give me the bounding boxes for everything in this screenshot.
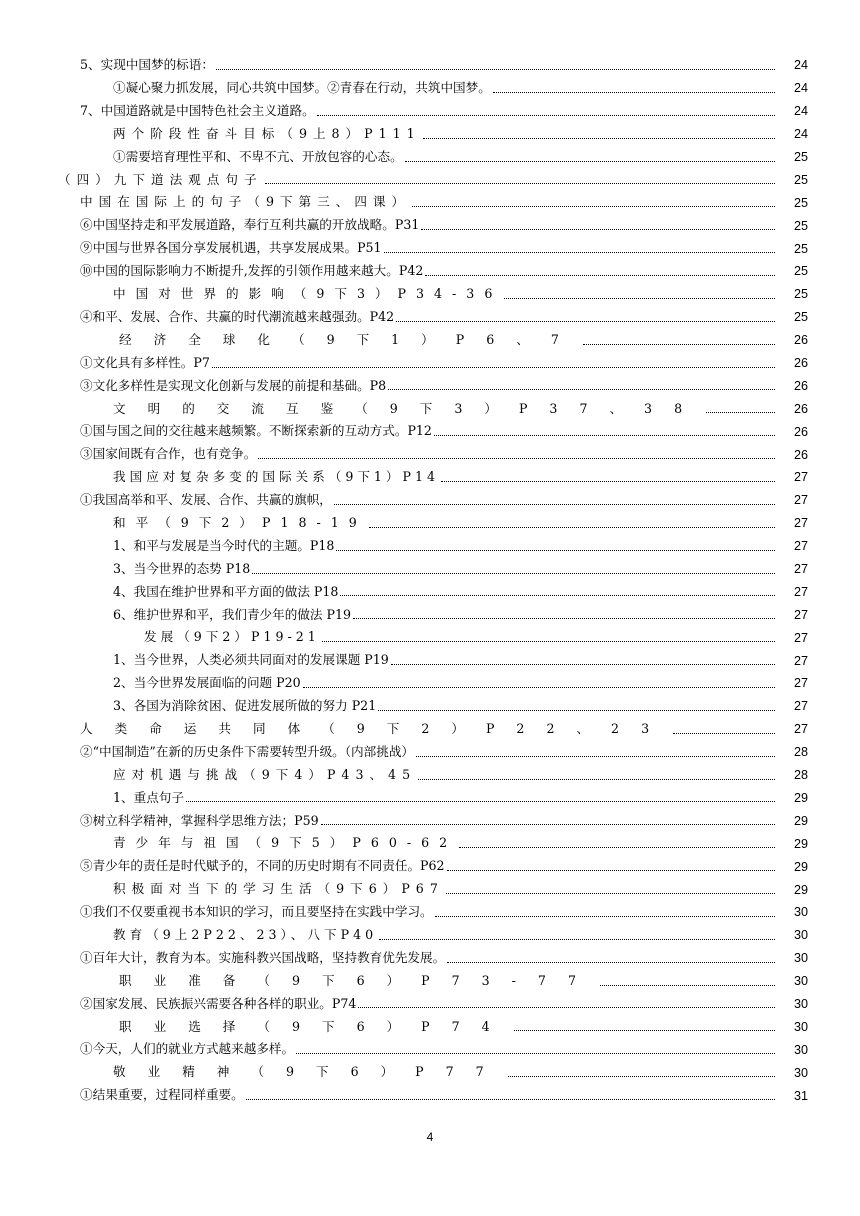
toc-entry-page: 30 xyxy=(793,1042,808,1057)
toc-entry-title: ①文化具有多样性。P7 xyxy=(80,354,210,370)
toc-entry[interactable] xyxy=(0,420,860,443)
toc-entry-title: ①结果重要，过程同样重要。 xyxy=(80,1087,244,1103)
toc-entry-title: 我国应对复杂多变的国际关系（9下1）P14 xyxy=(113,469,440,485)
toc-entry-title: ②“中国制造”在新的历史条件下需要转型升级。（内部挑战） xyxy=(80,743,415,759)
toc-entry-page: 29 xyxy=(793,859,808,874)
toc-entry-page: 25 xyxy=(793,241,808,256)
toc-entry[interactable] xyxy=(0,191,860,214)
dot-leader xyxy=(421,229,775,230)
dot-leader xyxy=(508,1076,775,1077)
toc-entry[interactable] xyxy=(0,77,860,100)
toc-entry-title: 发展（9下2）P19-21 xyxy=(144,629,320,645)
toc-entry-page: 25 xyxy=(793,150,808,164)
dot-leader xyxy=(514,1030,775,1031)
toc-entry-title: 人类命运共同体（9下2）P22、23 xyxy=(80,720,672,736)
toc-entry-page: 26 xyxy=(793,401,808,416)
toc-entry[interactable] xyxy=(0,649,860,672)
toc-entry[interactable] xyxy=(0,558,860,581)
toc-entry[interactable] xyxy=(0,214,860,237)
toc-entry-title: 职业准备（9下6）P73-77 xyxy=(119,972,598,988)
dot-leader xyxy=(388,389,775,390)
dot-leader xyxy=(296,1053,775,1054)
toc-entry-title: 中国对世界的影响（9下3）P34-36 xyxy=(113,286,503,302)
toc-entry-page: 27 xyxy=(793,539,808,554)
toc-entry-title: ③文化多样性是实现文化创新与发展的前提和基础。P8 xyxy=(80,377,387,393)
toc-entry[interactable] xyxy=(0,878,860,901)
toc-entry[interactable] xyxy=(0,993,860,1016)
toc-entry-title: ③国家间既有合作，也有竞争。 xyxy=(80,446,257,462)
toc-entry[interactable] xyxy=(0,626,860,649)
dot-leader xyxy=(378,710,775,711)
toc-entry-page: 26 xyxy=(793,424,808,439)
toc-entry-page: 24 xyxy=(793,81,808,96)
toc-entry-page: 26 xyxy=(793,378,808,393)
toc-entry-title: ①我国高举和平、发展、合作、共赢的旗帜， xyxy=(80,492,332,508)
toc-entry[interactable] xyxy=(0,718,860,741)
dot-leader xyxy=(425,275,775,276)
toc-entry-page: 30 xyxy=(793,974,808,989)
toc-entry[interactable] xyxy=(0,489,860,512)
dot-leader xyxy=(504,298,775,299)
toc-entry-page: 27 xyxy=(793,470,808,485)
toc-entry-title: ①百年大计，教育为本。实施科教兴国战略，坚持教育优先发展。 xyxy=(80,949,446,965)
toc-entry[interactable] xyxy=(0,672,860,695)
toc-entry-page: 29 xyxy=(793,813,808,828)
toc-entry[interactable] xyxy=(0,443,860,466)
dot-leader xyxy=(459,847,775,848)
toc-entry[interactable] xyxy=(0,1084,860,1107)
toc-entry-page: 26 xyxy=(793,356,808,371)
toc-entry[interactable] xyxy=(0,352,860,375)
toc-entry-page: 25 xyxy=(793,172,808,187)
toc-entry[interactable] xyxy=(0,832,860,855)
toc-entry-title: 1、重点句子 xyxy=(113,789,184,805)
toc-entry-title: （四）九下道法观点句子 xyxy=(58,171,263,187)
toc-entry[interactable] xyxy=(0,123,860,146)
toc-entry[interactable] xyxy=(0,146,860,169)
toc-entry-title: ②国家发展、民族振兴需要各种各样的职业。P74 xyxy=(80,995,357,1011)
toc-entry-title: ①需要培育理性平和、不卑不亢、开放包容的心态。 xyxy=(113,148,403,164)
toc-entry[interactable] xyxy=(0,260,860,283)
dot-leader xyxy=(369,527,775,528)
toc-entry-page: 27 xyxy=(793,653,808,668)
toc-entry-page: 27 xyxy=(793,676,808,691)
dot-leader xyxy=(258,458,775,459)
table-of-contents xyxy=(0,54,860,1107)
toc-entry-page: 25 xyxy=(793,287,808,302)
toc-entry-title: ①今天，人们的就业方式越来越多样。 xyxy=(80,1041,295,1057)
toc-entry-title: 文明的交流互鉴（9下3）P37、38 xyxy=(113,400,705,416)
toc-entry[interactable] xyxy=(0,283,860,306)
toc-entry[interactable] xyxy=(0,535,860,558)
toc-entry-page: 24 xyxy=(793,58,808,73)
dot-leader xyxy=(334,504,775,505)
toc-entry-title: 教育（9上2P22、23）、八下P40 xyxy=(113,926,378,942)
toc-entry-title: ③树立科学精神，掌握科学思维方法；P59 xyxy=(80,812,319,828)
dot-leader xyxy=(396,321,775,322)
toc-entry-page: 25 xyxy=(793,264,808,279)
toc-entry-title: ①凝心聚力抓发展，同心共筑中国梦。②青春在行动，共筑中国梦。 xyxy=(113,80,491,96)
toc-entry-page: 29 xyxy=(793,790,808,805)
dot-leader xyxy=(186,801,775,802)
toc-entry-title: 两个阶段性奋斗目标（9上8）P111 xyxy=(113,125,421,141)
dot-leader xyxy=(391,664,775,665)
dot-leader xyxy=(322,641,775,642)
toc-entry-page: 26 xyxy=(793,447,808,462)
toc-entry-title: 6、维护世界和平，我们青少年的做法 P19 xyxy=(113,606,352,622)
dot-leader xyxy=(340,595,775,596)
dot-leader xyxy=(583,344,775,345)
dot-leader xyxy=(412,206,775,207)
toc-entry-page: 27 xyxy=(793,584,808,599)
toc-entry[interactable] xyxy=(0,237,860,260)
dot-leader xyxy=(706,412,775,413)
dot-leader xyxy=(434,435,775,436)
dot-leader xyxy=(423,138,775,139)
dot-leader xyxy=(405,161,775,162)
dot-leader xyxy=(435,916,775,917)
toc-entry[interactable] xyxy=(0,54,860,77)
dot-leader xyxy=(447,870,775,871)
toc-entry[interactable] xyxy=(0,764,860,787)
toc-entry-title: 2、当今世界发展面临的问题 P20 xyxy=(113,675,301,691)
toc-entry-page: 30 xyxy=(793,951,808,966)
dot-leader xyxy=(321,824,775,825)
toc-entry[interactable] xyxy=(0,695,860,718)
toc-entry-title: 敬业精神（9下6）P77 xyxy=(113,1064,506,1080)
toc-entry-title: 3、当今世界的态势 P18 xyxy=(113,560,251,576)
toc-entry-title: ⑥中国坚持走和平发展道路，奉行互利共赢的开放战略。P31 xyxy=(80,217,420,233)
toc-entry[interactable] xyxy=(0,466,860,489)
dot-leader xyxy=(379,939,775,940)
toc-entry-title: ①国与国之间的交往越来越频繁。不断探索新的互动方式。P12 xyxy=(80,423,432,439)
dot-leader xyxy=(416,756,775,757)
toc-entry[interactable] xyxy=(0,1015,860,1038)
toc-entry-page: 27 xyxy=(793,562,808,577)
toc-entry-page: 24 xyxy=(793,127,808,142)
dot-leader xyxy=(493,92,775,93)
toc-entry[interactable] xyxy=(0,580,860,603)
toc-entry-title: 4、我国在维护世界和平方面的做法 P18 xyxy=(113,583,339,599)
dot-leader xyxy=(384,252,775,253)
dot-leader xyxy=(317,115,775,116)
toc-entry-page: 25 xyxy=(793,310,808,325)
toc-entry-title: 中国在国际上的句子（9下第三、四课） xyxy=(80,194,411,210)
toc-entry-page: 29 xyxy=(793,836,808,851)
toc-entry[interactable] xyxy=(0,809,860,832)
dot-leader xyxy=(246,1099,775,1100)
dot-leader xyxy=(358,1007,775,1008)
toc-entry-title: 7、中国道路就是中国特色社会主义道路。 xyxy=(80,102,315,118)
toc-entry-page: 30 xyxy=(793,1065,808,1080)
toc-entry-title: 职业选择（9下6）P74 xyxy=(119,1018,512,1034)
toc-entry-title: 3、各国为消除贫困、促进发展所做的努力 P21 xyxy=(113,698,377,714)
toc-entry-page: 27 xyxy=(793,493,808,508)
toc-entry-page: 24 xyxy=(793,104,808,119)
dot-leader xyxy=(336,550,775,551)
toc-entry[interactable] xyxy=(0,901,860,924)
toc-entry-page: 28 xyxy=(793,745,808,760)
toc-entry-title: ⑤青少年的责任是时代赋予的，不同的历史时期有不同责任。P62 xyxy=(80,858,445,874)
toc-entry-title: ⑨中国与世界各国分享发展机遇，共享发展成果。P51 xyxy=(80,240,382,256)
toc-entry[interactable] xyxy=(0,397,860,420)
dot-leader xyxy=(303,687,775,688)
toc-entry-page: 27 xyxy=(793,630,808,645)
toc-entry[interactable] xyxy=(0,168,860,191)
toc-entry[interactable] xyxy=(0,306,860,329)
page-number: 4 xyxy=(426,1130,434,1144)
dot-leader xyxy=(216,69,775,70)
dot-leader xyxy=(447,962,775,963)
toc-entry-title: 1、和平与发展是当今时代的主题。P18 xyxy=(113,537,335,553)
dot-leader xyxy=(673,733,775,734)
toc-entry-page: 30 xyxy=(793,1019,808,1034)
dot-leader xyxy=(600,985,775,986)
dot-leader xyxy=(441,481,775,482)
toc-entry[interactable] xyxy=(0,855,860,878)
toc-entry-page: 26 xyxy=(793,333,808,348)
toc-entry[interactable] xyxy=(0,787,860,810)
toc-entry-page: 27 xyxy=(793,516,808,531)
toc-entry[interactable] xyxy=(0,741,860,764)
toc-entry-page: 27 xyxy=(793,699,808,714)
toc-entry[interactable] xyxy=(0,512,860,535)
toc-entry[interactable] xyxy=(0,374,860,397)
toc-entry[interactable] xyxy=(0,603,860,626)
dot-leader xyxy=(265,183,775,184)
toc-entry-page: 30 xyxy=(793,928,808,943)
toc-entry-title: 应对机遇与挑战（9下4）P43、45 xyxy=(113,766,417,782)
toc-entry-page: 27 xyxy=(793,607,808,622)
toc-entry[interactable] xyxy=(0,947,860,970)
toc-entry-title: 和平（9下2）P18-19 xyxy=(113,514,367,530)
toc-entry[interactable] xyxy=(0,1038,860,1061)
toc-entry-page: 29 xyxy=(793,882,808,897)
dot-leader xyxy=(353,618,775,619)
toc-entry-title: ⑩中国的国际影响力不断提升,发挥的引领作用越来越大。P42 xyxy=(80,263,424,279)
toc-entry[interactable] xyxy=(0,924,860,947)
toc-entry-title: 1、当今世界，人类必须共同面对的发展课题 P19 xyxy=(113,652,389,668)
toc-entry-page: 25 xyxy=(793,195,808,210)
toc-entry[interactable] xyxy=(0,100,860,123)
toc-entry-page: 27 xyxy=(793,722,808,737)
toc-entry-page: 25 xyxy=(793,218,808,233)
toc-entry-title: ④和平、发展、合作、共赢的时代潮流越来越强劲。P42 xyxy=(80,308,395,324)
dot-leader xyxy=(418,779,775,780)
toc-entry-title: 5、实现中国梦的标语： xyxy=(80,57,214,73)
toc-entry[interactable] xyxy=(0,970,860,993)
dot-leader xyxy=(446,893,775,894)
toc-entry-title: 积极面对当下的学习生活（9下6）P67 xyxy=(113,881,444,897)
toc-entry[interactable] xyxy=(0,329,860,352)
toc-entry-page: 30 xyxy=(793,996,808,1011)
toc-entry-page: 31 xyxy=(793,1088,808,1103)
toc-entry-title: ①我们不仅要重视书本知识的学习，而且要坚持在实践中学习。 xyxy=(80,904,433,920)
toc-entry-page: 30 xyxy=(793,905,808,920)
toc-entry-page: 28 xyxy=(793,768,808,783)
toc-entry-title: 经济全球化（9下1）P6、7 xyxy=(119,331,581,347)
dot-leader xyxy=(252,573,775,574)
toc-entry-title: 青少年与祖国（9下5）P60-62 xyxy=(113,835,458,851)
dot-leader xyxy=(212,367,775,368)
toc-entry[interactable] xyxy=(0,1061,860,1084)
